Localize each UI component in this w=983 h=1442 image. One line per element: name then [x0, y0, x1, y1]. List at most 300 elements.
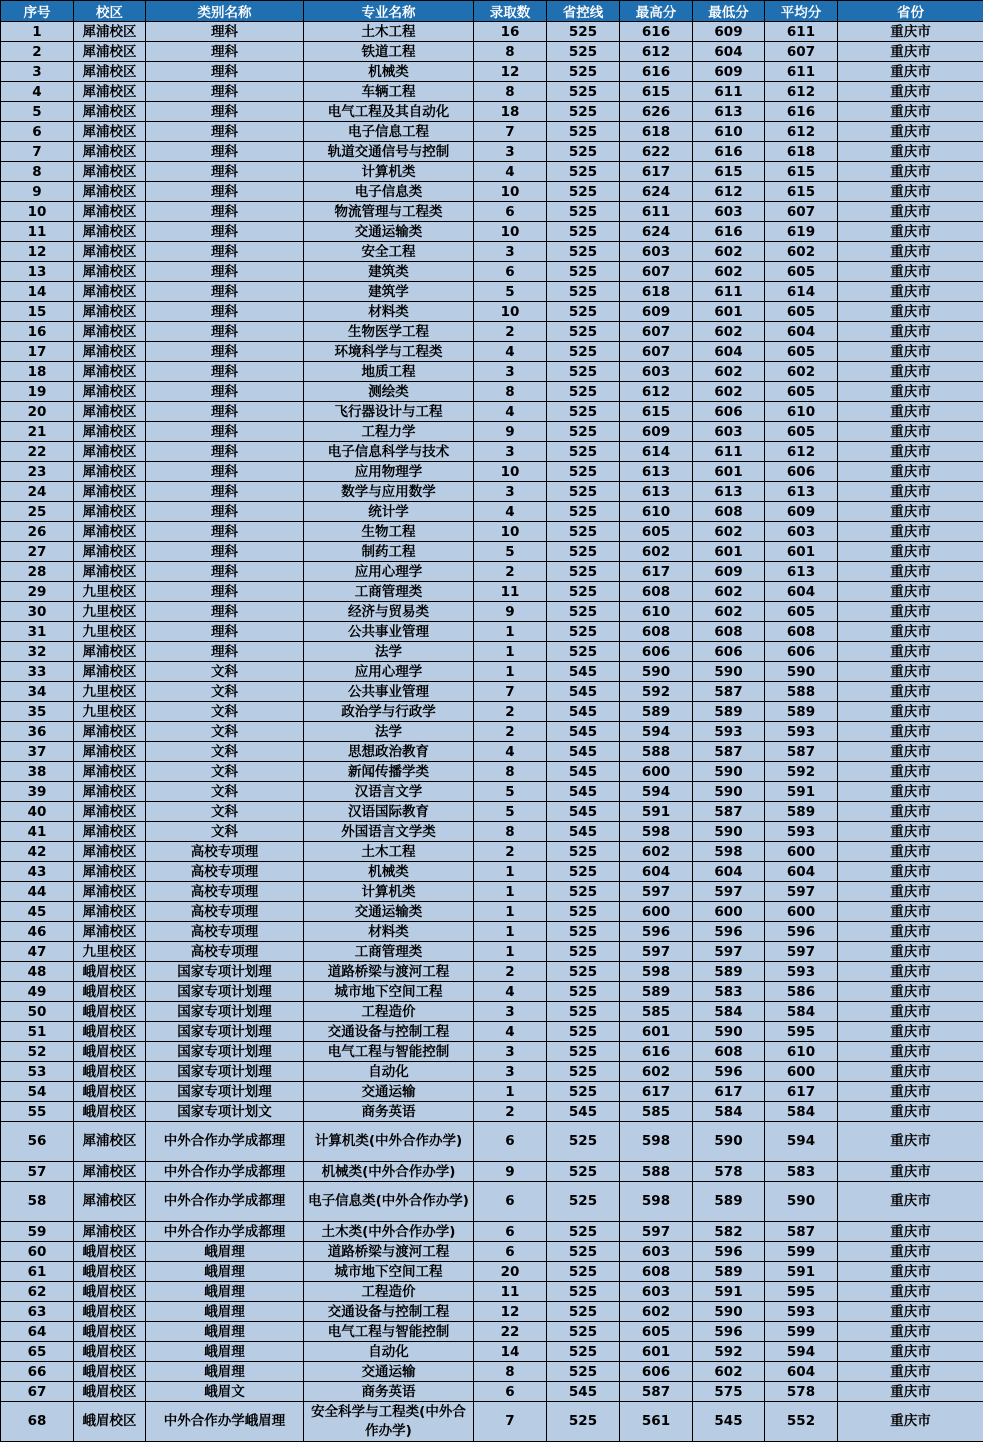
- cell-index: 12: [1, 242, 74, 262]
- cell-admitted: 12: [474, 62, 547, 82]
- cell-min-score: 589: [693, 1182, 765, 1222]
- table-row: [1, 942, 983, 962]
- cell-category: 国家专项计划理: [146, 1042, 304, 1062]
- cell-max-score: 587: [620, 1382, 693, 1402]
- cell-major: 电子信息类(中外合作办学): [304, 1182, 474, 1222]
- cell-control-line: 525: [547, 1242, 620, 1262]
- cell-max-score: 604: [620, 862, 693, 882]
- header-campus: 校区: [74, 1, 146, 22]
- cell-control-line: 525: [547, 342, 620, 362]
- cell-major: 轨道交通信号与控制: [304, 142, 474, 162]
- cell-min-score: 596: [693, 1322, 765, 1342]
- cell-category: 文科: [146, 802, 304, 822]
- cell-min-score: 598: [693, 842, 765, 862]
- cell-admitted: 9: [474, 602, 547, 622]
- cell-province: 重庆市: [838, 1062, 983, 1082]
- cell-province: 重庆市: [838, 782, 983, 802]
- cell-category: 理科: [146, 42, 304, 62]
- cell-province: 重庆市: [838, 462, 983, 482]
- cell-province: 重庆市: [838, 842, 983, 862]
- cell-min-score: 609: [693, 562, 765, 582]
- cell-province: 重庆市: [838, 622, 983, 642]
- cell-index: 37: [1, 742, 74, 762]
- cell-category: 理科: [146, 222, 304, 242]
- table-row: [1, 462, 983, 482]
- cell-admitted: 1: [474, 922, 547, 942]
- cell-major: 工商管理类: [304, 942, 474, 962]
- cell-category: 理科: [146, 302, 304, 322]
- cell-category: 理科: [146, 382, 304, 402]
- cell-province: 重庆市: [838, 662, 983, 682]
- cell-campus: 峨眉校区: [74, 1382, 146, 1402]
- cell-control-line: 525: [547, 322, 620, 342]
- cell-control-line: 545: [547, 722, 620, 742]
- cell-admitted: 6: [474, 202, 547, 222]
- cell-control-line: 525: [547, 1002, 620, 1022]
- cell-province: 重庆市: [838, 822, 983, 842]
- cell-min-score: 602: [693, 322, 765, 342]
- cell-min-score: 611: [693, 282, 765, 302]
- cell-min-score: 578: [693, 1162, 765, 1182]
- cell-control-line: 525: [547, 1122, 620, 1162]
- cell-index: 10: [1, 202, 74, 222]
- cell-max-score: 594: [620, 782, 693, 802]
- cell-avg-score: 616: [765, 102, 838, 122]
- cell-major: 交通运输类: [304, 902, 474, 922]
- cell-control-line: 525: [547, 1302, 620, 1322]
- cell-max-score: 598: [620, 1182, 693, 1222]
- cell-max-score: 585: [620, 1002, 693, 1022]
- cell-min-score: 604: [693, 862, 765, 882]
- cell-min-score: 615: [693, 162, 765, 182]
- cell-control-line: 525: [547, 882, 620, 902]
- cell-max-score: 594: [620, 722, 693, 742]
- cell-max-score: 624: [620, 182, 693, 202]
- table-row: [1, 1382, 983, 1402]
- cell-province: 重庆市: [838, 522, 983, 542]
- table-row: [1, 242, 983, 262]
- cell-avg-score: 600: [765, 902, 838, 922]
- cell-max-score: 597: [620, 942, 693, 962]
- cell-min-score: 590: [693, 1122, 765, 1162]
- cell-admitted: 1: [474, 662, 547, 682]
- cell-index: 20: [1, 402, 74, 422]
- cell-avg-score: 593: [765, 1302, 838, 1322]
- cell-province: 重庆市: [838, 22, 983, 42]
- cell-max-score: 600: [620, 902, 693, 922]
- cell-avg-score: 591: [765, 1262, 838, 1282]
- header-major: 专业名称: [304, 1, 474, 22]
- cell-max-score: 610: [620, 502, 693, 522]
- cell-min-score: 590: [693, 662, 765, 682]
- cell-major: 铁道工程: [304, 42, 474, 62]
- table-row: [1, 502, 983, 522]
- cell-avg-score: 594: [765, 1122, 838, 1162]
- cell-major: 交通运输类: [304, 222, 474, 242]
- cell-campus: 犀浦校区: [74, 562, 146, 582]
- table-row: [1, 862, 983, 882]
- cell-index: 59: [1, 1222, 74, 1242]
- cell-control-line: 525: [547, 542, 620, 562]
- cell-control-line: 525: [547, 842, 620, 862]
- cell-province: 重庆市: [838, 542, 983, 562]
- cell-province: 重庆市: [838, 82, 983, 102]
- cell-min-score: 606: [693, 402, 765, 422]
- cell-max-score: 610: [620, 602, 693, 622]
- cell-admitted: 3: [474, 1062, 547, 1082]
- cell-avg-score: 619: [765, 222, 838, 242]
- cell-control-line: 545: [547, 782, 620, 802]
- cell-major: 公共事业管理: [304, 622, 474, 642]
- cell-index: 40: [1, 802, 74, 822]
- cell-avg-score: 590: [765, 1182, 838, 1222]
- cell-major: 机械类: [304, 62, 474, 82]
- cell-campus: 犀浦校区: [74, 922, 146, 942]
- cell-major: 土木类(中外合作办学): [304, 1222, 474, 1242]
- cell-campus: 峨眉校区: [74, 1062, 146, 1082]
- cell-admitted: 5: [474, 782, 547, 802]
- cell-province: 重庆市: [838, 1122, 983, 1162]
- cell-province: 重庆市: [838, 422, 983, 442]
- cell-admitted: 3: [474, 242, 547, 262]
- cell-max-score: 615: [620, 82, 693, 102]
- cell-admitted: 8: [474, 42, 547, 62]
- cell-avg-score: 604: [765, 322, 838, 342]
- cell-min-score: 604: [693, 42, 765, 62]
- cell-max-score: 592: [620, 682, 693, 702]
- cell-control-line: 525: [547, 982, 620, 1002]
- cell-category: 理科: [146, 82, 304, 102]
- cell-max-score: 601: [620, 1342, 693, 1362]
- table-row: [1, 1362, 983, 1382]
- cell-avg-score: 595: [765, 1022, 838, 1042]
- cell-campus: 峨眉校区: [74, 1302, 146, 1322]
- cell-major: 计算机类: [304, 162, 474, 182]
- cell-category: 国家专项计划理: [146, 1082, 304, 1102]
- cell-major: 电子信息工程: [304, 122, 474, 142]
- cell-campus: 犀浦校区: [74, 902, 146, 922]
- cell-province: 重庆市: [838, 182, 983, 202]
- cell-major: 安全科学与工程类(中外合作办学): [304, 1402, 474, 1442]
- cell-category: 峨眉理: [146, 1302, 304, 1322]
- cell-min-score: 602: [693, 582, 765, 602]
- cell-province: 重庆市: [838, 282, 983, 302]
- cell-campus: 犀浦校区: [74, 742, 146, 762]
- cell-control-line: 525: [547, 522, 620, 542]
- cell-control-line: 525: [547, 1182, 620, 1222]
- cell-control-line: 525: [547, 602, 620, 622]
- cell-province: 重庆市: [838, 482, 983, 502]
- table-row: [1, 1062, 983, 1082]
- cell-avg-score: 603: [765, 522, 838, 542]
- cell-province: 重庆市: [838, 1262, 983, 1282]
- cell-admitted: 7: [474, 1402, 547, 1442]
- cell-control-line: 525: [547, 582, 620, 602]
- cell-province: 重庆市: [838, 862, 983, 882]
- cell-major: 外国语言文学类: [304, 822, 474, 842]
- cell-index: 57: [1, 1162, 74, 1182]
- cell-index: 66: [1, 1362, 74, 1382]
- cell-control-line: 525: [547, 862, 620, 882]
- cell-major: 机械类(中外合作办学): [304, 1162, 474, 1182]
- table-row: [1, 842, 983, 862]
- cell-control-line: 525: [547, 402, 620, 422]
- cell-campus: 犀浦校区: [74, 262, 146, 282]
- cell-control-line: 545: [547, 702, 620, 722]
- cell-category: 国家专项计划理: [146, 1062, 304, 1082]
- cell-control-line: 525: [547, 302, 620, 322]
- table-row: [1, 122, 983, 142]
- cell-campus: 峨眉校区: [74, 1262, 146, 1282]
- cell-major: 法学: [304, 642, 474, 662]
- table-row: [1, 1222, 983, 1242]
- cell-province: 重庆市: [838, 42, 983, 62]
- cell-min-score: 608: [693, 622, 765, 642]
- cell-major: 建筑学: [304, 282, 474, 302]
- cell-province: 重庆市: [838, 562, 983, 582]
- cell-province: 重庆市: [838, 902, 983, 922]
- cell-index: 33: [1, 662, 74, 682]
- cell-category: 理科: [146, 242, 304, 262]
- cell-province: 重庆市: [838, 342, 983, 362]
- table-row: [1, 162, 983, 182]
- cell-major: 工程力学: [304, 422, 474, 442]
- cell-category: 理科: [146, 642, 304, 662]
- cell-control-line: 525: [547, 162, 620, 182]
- table-row: [1, 1322, 983, 1342]
- cell-category: 理科: [146, 402, 304, 422]
- cell-min-score: 609: [693, 22, 765, 42]
- table-row: [1, 1002, 983, 1022]
- cell-max-score: 597: [620, 1222, 693, 1242]
- cell-major: 交通设备与控制工程: [304, 1022, 474, 1042]
- cell-major: 计算机类: [304, 882, 474, 902]
- cell-category: 理科: [146, 542, 304, 562]
- cell-control-line: 525: [547, 82, 620, 102]
- cell-index: 55: [1, 1102, 74, 1122]
- cell-max-score: 605: [620, 522, 693, 542]
- cell-max-score: 590: [620, 662, 693, 682]
- cell-control-line: 525: [547, 102, 620, 122]
- cell-avg-score: 610: [765, 402, 838, 422]
- cell-category: 理科: [146, 142, 304, 162]
- cell-major: 应用心理学: [304, 662, 474, 682]
- cell-category: 理科: [146, 102, 304, 122]
- table-row: [1, 882, 983, 902]
- cell-major: 道路桥梁与渡河工程: [304, 962, 474, 982]
- cell-min-score: 602: [693, 522, 765, 542]
- cell-province: 重庆市: [838, 202, 983, 222]
- cell-category: 理科: [146, 62, 304, 82]
- cell-min-score: 597: [693, 942, 765, 962]
- cell-avg-score: 605: [765, 422, 838, 442]
- cell-control-line: 545: [547, 742, 620, 762]
- cell-max-score: 606: [620, 1362, 693, 1382]
- table-row: [1, 382, 983, 402]
- cell-category: 文科: [146, 662, 304, 682]
- cell-major: 城市地下空间工程: [304, 982, 474, 1002]
- cell-control-line: 525: [547, 142, 620, 162]
- table-row: [1, 182, 983, 202]
- cell-province: 重庆市: [838, 1382, 983, 1402]
- cell-province: 重庆市: [838, 382, 983, 402]
- cell-category: 峨眉文: [146, 1382, 304, 1402]
- cell-index: 6: [1, 122, 74, 142]
- cell-min-score: 612: [693, 182, 765, 202]
- cell-index: 24: [1, 482, 74, 502]
- cell-admitted: 6: [474, 262, 547, 282]
- cell-campus: 峨眉校区: [74, 1082, 146, 1102]
- cell-category: 理科: [146, 202, 304, 222]
- cell-index: 38: [1, 762, 74, 782]
- cell-min-score: 590: [693, 782, 765, 802]
- cell-province: 重庆市: [838, 402, 983, 422]
- cell-admitted: 3: [474, 142, 547, 162]
- cell-index: 15: [1, 302, 74, 322]
- cell-index: 8: [1, 162, 74, 182]
- cell-avg-score: 593: [765, 722, 838, 742]
- cell-campus: 犀浦校区: [74, 62, 146, 82]
- cell-campus: 峨眉校区: [74, 1402, 146, 1442]
- cell-avg-score: 586: [765, 982, 838, 1002]
- cell-max-score: 617: [620, 162, 693, 182]
- cell-index: 67: [1, 1382, 74, 1402]
- cell-control-line: 525: [547, 202, 620, 222]
- cell-index: 22: [1, 442, 74, 462]
- cell-admitted: 1: [474, 902, 547, 922]
- cell-index: 49: [1, 982, 74, 1002]
- cell-control-line: 545: [547, 762, 620, 782]
- cell-max-score: 596: [620, 922, 693, 942]
- cell-min-score: 600: [693, 902, 765, 922]
- cell-province: 重庆市: [838, 922, 983, 942]
- cell-min-score: 596: [693, 1242, 765, 1262]
- cell-admitted: 3: [474, 442, 547, 462]
- cell-index: 21: [1, 422, 74, 442]
- table-row: [1, 922, 983, 942]
- cell-min-score: 545: [693, 1402, 765, 1442]
- cell-campus: 犀浦校区: [74, 862, 146, 882]
- cell-index: 18: [1, 362, 74, 382]
- cell-index: 44: [1, 882, 74, 902]
- cell-admitted: 7: [474, 122, 547, 142]
- cell-province: 重庆市: [838, 1402, 983, 1442]
- cell-avg-score: 611: [765, 22, 838, 42]
- table-row: [1, 1302, 983, 1322]
- cell-min-score: 590: [693, 822, 765, 842]
- cell-min-score: 610: [693, 122, 765, 142]
- cell-major: 土木工程: [304, 842, 474, 862]
- cell-admitted: 9: [474, 1162, 547, 1182]
- cell-control-line: 545: [547, 1102, 620, 1122]
- cell-index: 47: [1, 942, 74, 962]
- cell-campus: 犀浦校区: [74, 542, 146, 562]
- table-row: [1, 22, 983, 42]
- cell-avg-score: 605: [765, 302, 838, 322]
- cell-index: 62: [1, 1282, 74, 1302]
- cell-control-line: 525: [547, 1402, 620, 1442]
- cell-max-score: 617: [620, 1082, 693, 1102]
- cell-admitted: 2: [474, 962, 547, 982]
- cell-category: 国家专项计划文: [146, 1102, 304, 1122]
- cell-control-line: 525: [547, 1042, 620, 1062]
- cell-admitted: 3: [474, 482, 547, 502]
- cell-max-score: 607: [620, 262, 693, 282]
- table-row: [1, 42, 983, 62]
- cell-min-score: 596: [693, 922, 765, 942]
- cell-admitted: 16: [474, 22, 547, 42]
- cell-campus: 峨眉校区: [74, 1322, 146, 1342]
- table-row: [1, 642, 983, 662]
- cell-province: 重庆市: [838, 682, 983, 702]
- cell-campus: 犀浦校区: [74, 242, 146, 262]
- header-max-score: 最高分: [620, 1, 693, 22]
- header-category: 类别名称: [146, 1, 304, 22]
- cell-campus: 犀浦校区: [74, 642, 146, 662]
- cell-avg-score: 610: [765, 1042, 838, 1062]
- cell-min-score: 601: [693, 302, 765, 322]
- table-row: [1, 1262, 983, 1282]
- cell-admitted: 2: [474, 702, 547, 722]
- cell-category: 理科: [146, 582, 304, 602]
- cell-campus: 犀浦校区: [74, 362, 146, 382]
- cell-max-score: 598: [620, 822, 693, 842]
- cell-admitted: 2: [474, 842, 547, 862]
- cell-avg-score: 596: [765, 922, 838, 942]
- cell-max-score: 618: [620, 122, 693, 142]
- cell-index: 43: [1, 862, 74, 882]
- cell-major: 交通运输: [304, 1362, 474, 1382]
- cell-avg-score: 602: [765, 242, 838, 262]
- cell-min-score: 602: [693, 382, 765, 402]
- cell-admitted: 10: [474, 182, 547, 202]
- cell-max-score: 608: [620, 622, 693, 642]
- cell-control-line: 525: [547, 42, 620, 62]
- cell-avg-score: 595: [765, 1282, 838, 1302]
- cell-campus: 犀浦校区: [74, 1222, 146, 1242]
- cell-province: 重庆市: [838, 742, 983, 762]
- table-row: [1, 362, 983, 382]
- cell-avg-score: 602: [765, 362, 838, 382]
- cell-major: 电子信息科学与技术: [304, 442, 474, 462]
- cell-min-score: 591: [693, 1282, 765, 1302]
- cell-category: 中外合作办学成都理: [146, 1222, 304, 1242]
- cell-max-score: 616: [620, 62, 693, 82]
- cell-category: 峨眉理: [146, 1262, 304, 1282]
- cell-index: 11: [1, 222, 74, 242]
- cell-avg-score: 584: [765, 1102, 838, 1122]
- cell-control-line: 525: [547, 362, 620, 382]
- cell-min-score: 609: [693, 62, 765, 82]
- cell-control-line: 525: [547, 1062, 620, 1082]
- cell-avg-score: 615: [765, 162, 838, 182]
- cell-category: 高校专项理: [146, 922, 304, 942]
- cell-major: 交通设备与控制工程: [304, 1302, 474, 1322]
- cell-major: 环境科学与工程类: [304, 342, 474, 362]
- cell-max-score: 602: [620, 542, 693, 562]
- table-row: [1, 62, 983, 82]
- table-row: [1, 582, 983, 602]
- cell-campus: 犀浦校区: [74, 82, 146, 102]
- table-row: [1, 1022, 983, 1042]
- cell-avg-score: 593: [765, 962, 838, 982]
- cell-avg-score: 589: [765, 702, 838, 722]
- cell-min-score: 589: [693, 962, 765, 982]
- cell-avg-score: 614: [765, 282, 838, 302]
- cell-min-score: 584: [693, 1002, 765, 1022]
- table-row: [1, 822, 983, 842]
- cell-avg-score: 604: [765, 1362, 838, 1382]
